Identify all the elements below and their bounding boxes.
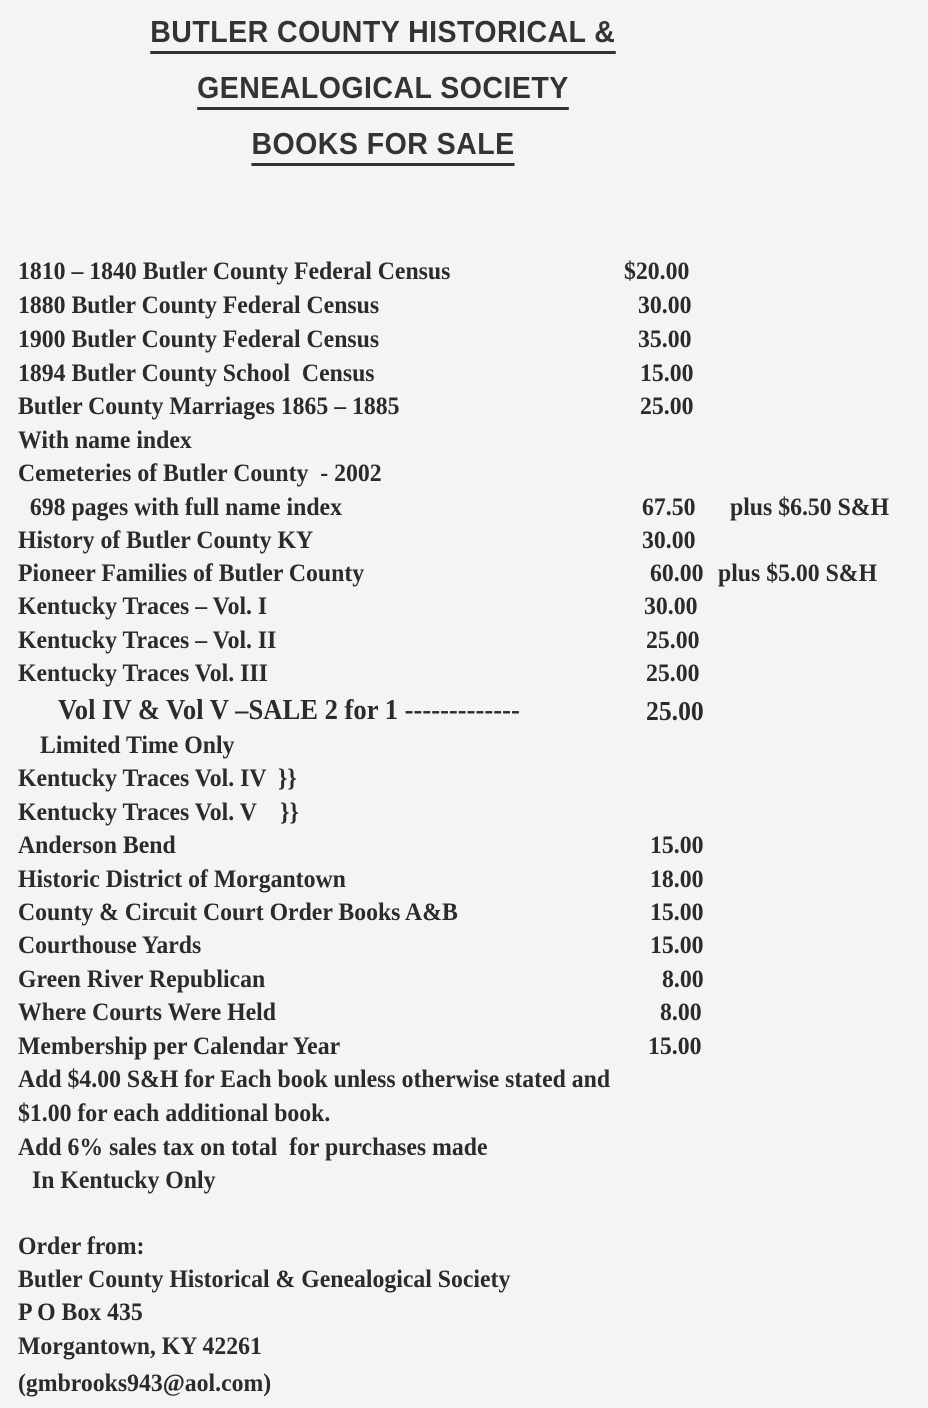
book-note: plus $6.50 S&H — [730, 494, 890, 521]
book-title: Green River Republican — [18, 966, 266, 993]
book-price: 30.00 — [638, 292, 692, 319]
order-box: P O Box 435 — [18, 1299, 143, 1326]
order-city: Morgantown, KY 42261 — [18, 1333, 262, 1360]
book-title: Pioneer Families of Butler County — [18, 560, 365, 587]
book-price: 25.00 — [640, 393, 694, 420]
order-heading: Order from: — [18, 1233, 145, 1260]
book-title: Where Courts Were Held — [18, 999, 276, 1026]
book-price: 15.00 — [640, 360, 694, 387]
book-price: 25.00 — [646, 627, 700, 654]
order-name: Butler County Historical & Genealogical Society — [18, 1266, 511, 1293]
book-title: Kentucky Traces – Vol. I — [18, 593, 268, 620]
order-email[interactable]: (gmbrooks943@aol.com) — [18, 1370, 272, 1397]
book-title: Courthouse Yards — [18, 932, 202, 959]
book-title: With name index — [18, 427, 192, 454]
book-price: 18.00 — [650, 866, 704, 893]
book-price: 30.00 — [644, 593, 698, 620]
book-title: Kentucky Traces – Vol. II — [18, 627, 277, 654]
book-title: County & Circuit Court Order Books A&B — [18, 899, 458, 926]
title-line-3: BOOKS FOR SALE — [0, 126, 766, 166]
sale-note: Limited Time Only — [40, 732, 235, 759]
book-price: 15.00 — [650, 932, 704, 959]
book-title: 1880 Butler County Federal Census — [18, 292, 380, 319]
book-price: 15.00 — [650, 899, 704, 926]
book-price: 15.00 — [650, 832, 704, 859]
title-line-2: GENEALOGICAL SOCIETY — [0, 70, 766, 110]
note-line: Add 6% sales tax on total for purchases made — [18, 1134, 488, 1161]
book-title: 1894 Butler County School Census — [18, 360, 375, 387]
note-line: $1.00 for each additional book. — [18, 1100, 331, 1127]
note-line: In Kentucky Only — [32, 1167, 216, 1194]
book-price: 30.00 — [642, 527, 696, 554]
book-title: 698 pages with full name index — [18, 494, 342, 521]
book-title: Anderson Bend — [18, 832, 176, 859]
book-title: Membership per Calendar Year — [18, 1033, 341, 1060]
book-title: Historic District of Morgantown — [18, 866, 346, 893]
book-note: plus $5.00 S&H — [718, 560, 878, 587]
book-title: Kentucky Traces Vol. III — [18, 660, 268, 687]
sale-offer: Vol IV & Vol V –SALE 2 for 1 ------------- — [58, 695, 520, 726]
note-line: Add $4.00 S&H for Each book unless otherwise stated and — [18, 1066, 611, 1093]
book-price: 35.00 — [638, 326, 692, 353]
book-title: Kentucky Traces Vol. V }} — [18, 799, 299, 826]
book-price: 67.50 — [642, 494, 696, 521]
book-price: 15.00 — [648, 1033, 702, 1060]
book-title: Cemeteries of Butler County - 2002 — [18, 460, 382, 487]
book-title: Kentucky Traces Vol. IV }} — [18, 765, 297, 792]
book-price: 60.00 — [650, 560, 704, 587]
book-title: History of Butler County KY — [18, 527, 314, 554]
book-title: 1900 Butler County Federal Census — [18, 326, 380, 353]
title-line-1: BUTLER COUNTY HISTORICAL & — [0, 14, 766, 54]
book-price: 25.00 — [646, 660, 700, 687]
book-title: Butler County Marriages 1865 – 1885 — [18, 393, 400, 420]
book-price: 8.00 — [660, 999, 702, 1026]
sale-price: 25.00 — [646, 696, 704, 726]
book-price: $20.00 — [624, 258, 690, 285]
book-title: 1810 – 1840 Butler County Federal Census — [18, 258, 451, 285]
book-price: 8.00 — [662, 966, 704, 993]
